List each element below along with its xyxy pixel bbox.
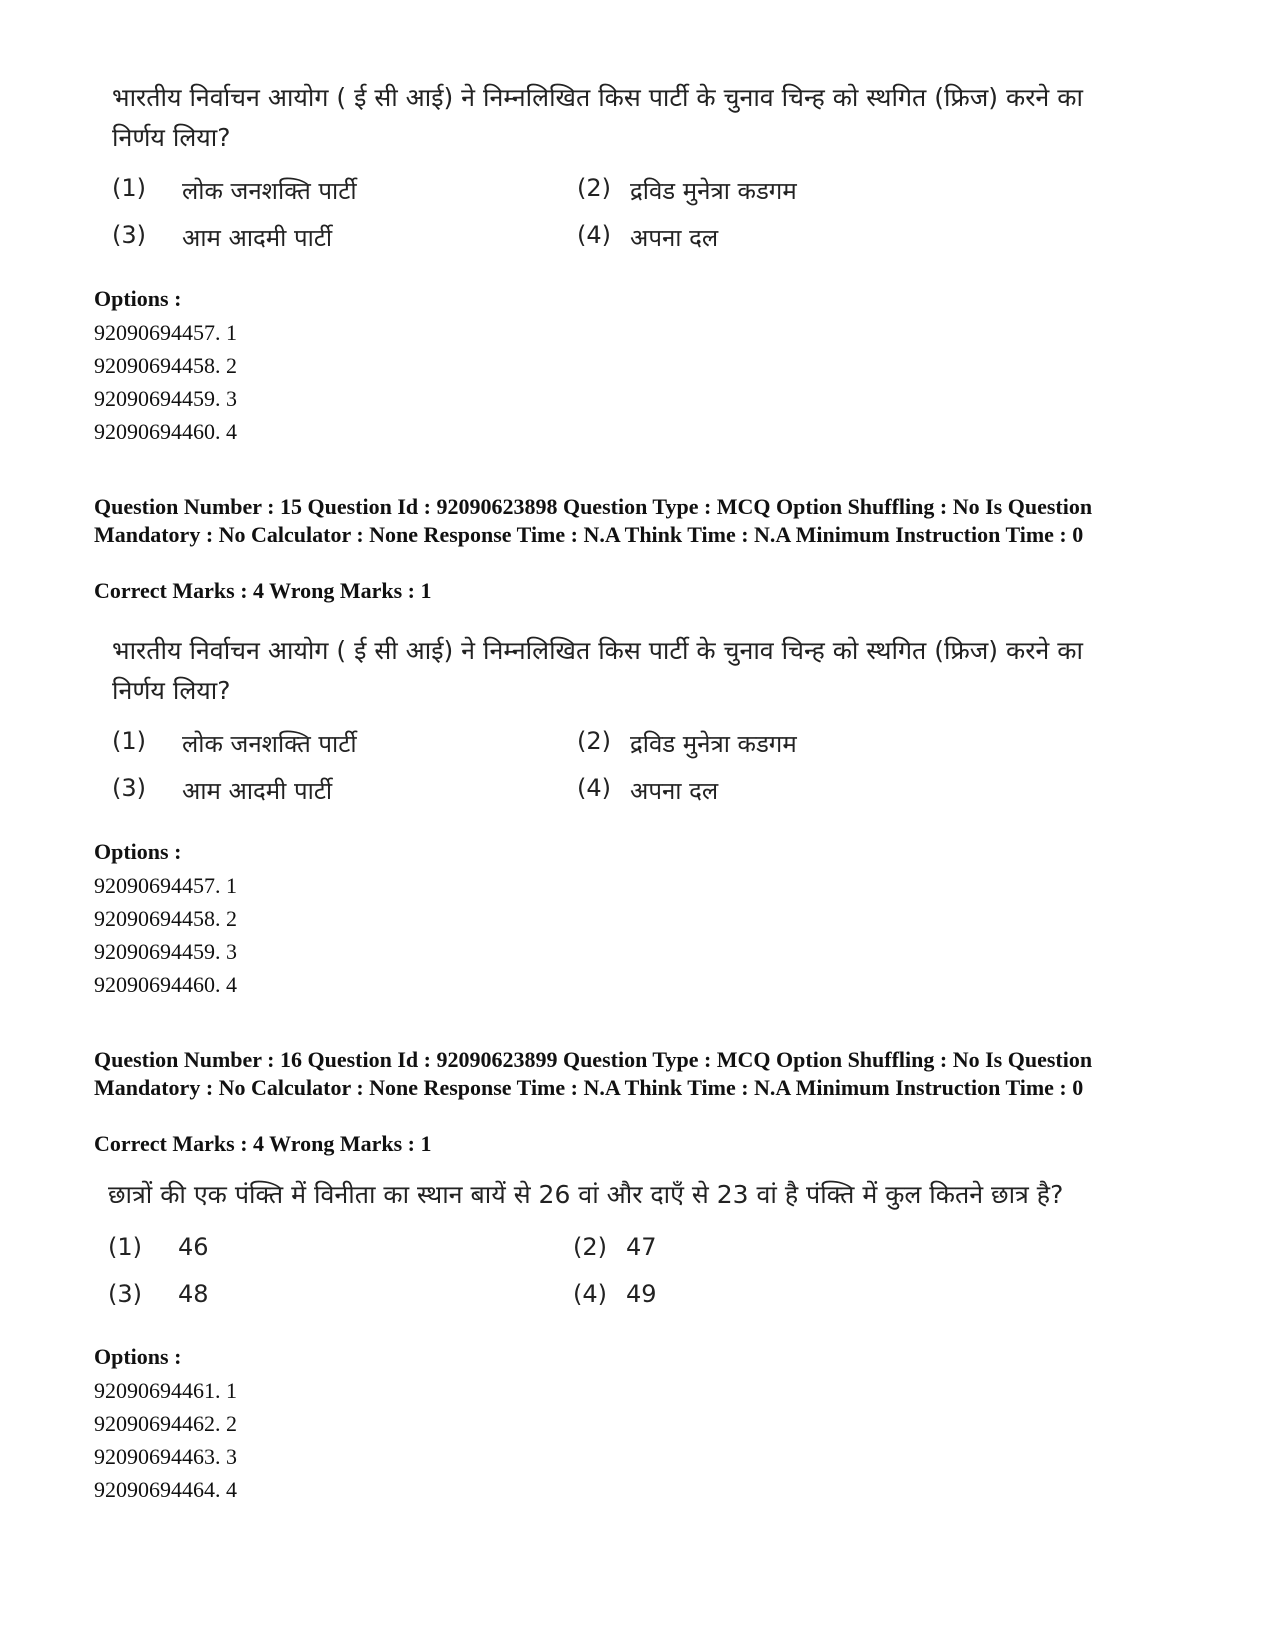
option-line: 92090694460. 4 (94, 972, 237, 997)
choice-number: (3) (112, 774, 146, 802)
option-line: 92090694458. 2 (94, 353, 237, 378)
choice-row (112, 174, 1112, 214)
choice-number: (3) (112, 221, 146, 249)
question-meta: Question Number : 16 Question Id : 92090623899 Question Type : MCQ Option Shuffling : No Is Question Mandatory : No Calculator : None Response Time : N.A Think Time : N.A Minimum Instruction Time : 0 (94, 1047, 1093, 1100)
options-label: Options : (94, 839, 182, 864)
marks-line: Correct Marks : 4 Wrong Marks : 1 (94, 1131, 432, 1156)
choice-number: (4) (573, 1280, 607, 1308)
choice-text: अपना दल (630, 224, 719, 252)
option-line: 92090694459. 3 (94, 386, 237, 411)
question-meta: Question Number : 15 Question Id : 92090623898 Question Type : MCQ Option Shuffling : No Is Question Mandatory : No Calculator : None Response Time : N.A Think Time : N.A Minimum Instruction Time : 0 (94, 494, 1093, 547)
question-text: भारतीय निर्वाचन आयोग ( ई सी आई) ने निम्नलिखित किस पार्टी के चुनाव चिन्ह को स्थगित (फ्रिज) करने का निर्णय लिया? (112, 83, 1083, 152)
options-label: Options : (94, 286, 182, 311)
choice-text: लोक जनशक्ति पार्टी (182, 730, 357, 758)
choice-row (112, 727, 1112, 767)
option-line: 92090694458. 2 (94, 906, 237, 931)
option-line: 92090694457. 1 (94, 873, 237, 898)
question-text: छात्रों की एक पंक्ति में विनीता का स्थान बायें से 26 वां और दाएँ से 23 वां है पंक्ति में कुल कितने छात्र है? (108, 1180, 1064, 1209)
option-line: 92090694464. 4 (94, 1477, 237, 1502)
choice-text: अपना दल (630, 777, 719, 805)
choice-number: (2) (573, 1233, 607, 1261)
choice-text: द्रविड मुनेत्रा कडगम (630, 730, 797, 758)
choice-text: 48 (178, 1280, 209, 1308)
choice-number: (1) (112, 174, 146, 202)
choice-row (108, 1233, 1108, 1273)
choice-text: लोक जनशक्ति पार्टी (182, 177, 357, 205)
choice-number: (1) (112, 727, 146, 755)
option-line: 92090694457. 1 (94, 320, 237, 345)
option-line: 92090694463. 3 (94, 1444, 237, 1469)
choice-number: (4) (577, 221, 611, 249)
choice-text: 49 (626, 1280, 657, 1308)
choice-text: 47 (626, 1233, 657, 1261)
choice-text: 46 (178, 1233, 209, 1261)
choice-number: (1) (108, 1233, 142, 1261)
option-line: 92090694461. 1 (94, 1378, 237, 1403)
choice-number: (2) (577, 727, 611, 755)
options-label: Options : (94, 1344, 182, 1369)
option-line: 92090694459. 3 (94, 939, 237, 964)
question-text: भारतीय निर्वाचन आयोग ( ई सी आई) ने निम्नलिखित किस पार्टी के चुनाव चिन्ह को स्थगित (फ्रिज) करने का निर्णय लिया? (112, 636, 1083, 705)
choice-text: द्रविड मुनेत्रा कडगम (630, 177, 797, 205)
choice-text: आम आदमी पार्टी (182, 777, 333, 805)
choice-text: आम आदमी पार्टी (182, 224, 333, 252)
option-line: 92090694462. 2 (94, 1411, 237, 1436)
choice-row (108, 1280, 1108, 1320)
choice-row (112, 774, 1112, 814)
choice-row (112, 221, 1112, 261)
choice-number: (3) (108, 1280, 142, 1308)
choice-number: (2) (577, 174, 611, 202)
option-line: 92090694460. 4 (94, 419, 237, 444)
marks-line: Correct Marks : 4 Wrong Marks : 1 (94, 578, 432, 603)
choice-number: (4) (577, 774, 611, 802)
